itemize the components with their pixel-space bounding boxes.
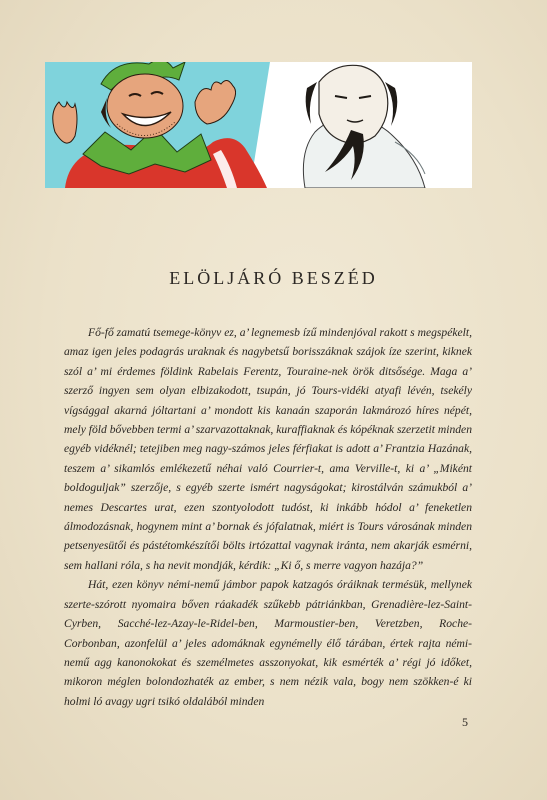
header-illustration bbox=[45, 62, 472, 188]
paragraph-2: Hát, ezen könyv némi-nemű jámbor papok katzagós óráiknak termésük, mellynek szerte-szórott nyomaira bőven ráakadék szűkebb pátriánkban, Grenadière-lez-Saint-Cyrben, Sacché-lez-Azay-le-Ridel-ben, Marmoustier-ben, Veretzben, Roche-Corbonban, azonfelül a’ jeles adomáknak egynémelly élő tárában, értek rajta némi-nemű agg kanonokokat és személmetes asszonyokat, kik esmérték a’ régi jó időket, mikoron méglen bolondozhaték az ember, s nem nézik vala, bogy nem szökken-é ki holmi ló avagy ugri tsikó oldalából minden bbox=[64, 578, 472, 708]
chapter-title: ELÖLJÁRÓ BESZÉD bbox=[169, 268, 378, 288]
page-number: 5 bbox=[462, 715, 468, 729]
jester-hand-left bbox=[53, 102, 77, 143]
body-text bbox=[64, 323, 472, 711]
jester-hand-right bbox=[195, 80, 236, 124]
illustration-drawing bbox=[45, 62, 472, 188]
jester-face bbox=[107, 74, 183, 138]
paragraph-1: Fő-fő zamatú tsemege-könyv ez, a’ legnemesb ízű mindenjóval rakott s megspékelt, amaz igen jeles podagrás uraknak és nagybetsű borisszáknak szájok íze szerint, kiknek szól a’ mi érdemes földink Rabelais Ferentz, Touraine-nek örök ditsősége. Maga a’ szerző ingyen sem olyan elbizakodott, tsupán, jó Tours-vidéki atyafi lévén, tsekély vígsággal akarná jóltartani a’ mondott kis kanaán szaporán lakmározó híres népét, mely föld bővebben termi a’ szarvazottaknak, kuraffiaknak és kópéknak szerzetit minden egyéb vidéknél; tetejiben meg nagy-számos jeles férfiakat is adott a’ Frantzia Hazának, teszem a’ sikamlós emlékezetű néhai való Courrier-t, ama Verville-t, ki a’ „Miként boldoguljak” szerzője, s egyéb szerte ismért nagyságokat; kirostálván számukból a’ nemes Descartes urat, ezen szontyolodott tudóst, ki inkább hódol a’ feneketlen álmodozásnak, hogynem mint a’ bornak és jófalatnak, miért is Tours városának minden petsenyesütői és pástétomkészítői bölts irtózattal vagynak iránta, nem akarják esmérni, sem hallani róla, s ha nevit mondják, kérdik: „Ki ő, s merre vagyon hazája?” bbox=[64, 326, 472, 572]
